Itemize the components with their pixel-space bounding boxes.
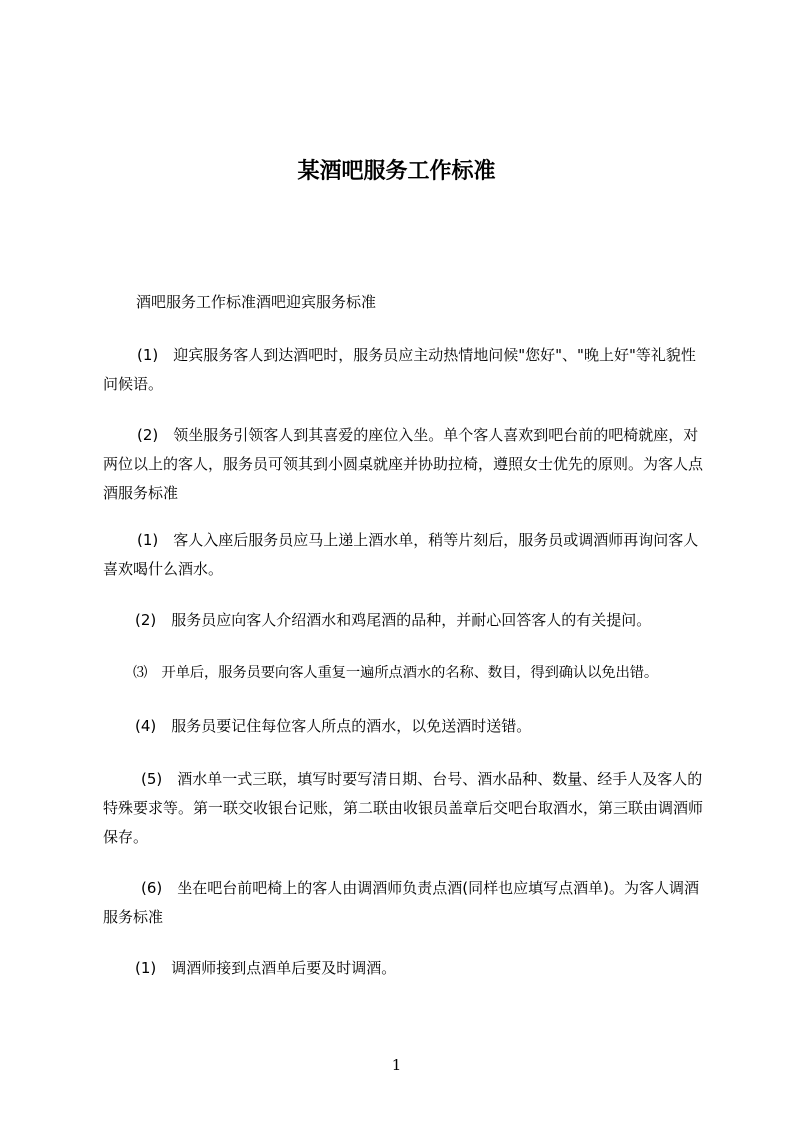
body-paragraph: (1) 调酒师接到点酒单后要及时调酒。 xyxy=(135,959,397,977)
body-paragraph: (6) 坐在吧台前吧椅上的客人由调酒师负责点酒(同样也应填写点酒单)。为客人调酒服务标准 xyxy=(103,879,699,926)
page-title: 某酒吧服务工作标准 xyxy=(297,158,496,184)
page-number: 1 xyxy=(391,1056,402,1074)
body-paragraph-intro: 酒吧服务工作标准酒吧迎宾服务标准 xyxy=(136,293,377,311)
body-paragraph: (5) 酒水单一式三联，填写时要写清日期、台号、酒水品种、数量、经手人及客人的特殊要求等。第一联交收银台记账，第二联由收银员盖章后交吧台取酒水，第三联由调酒师保存。 xyxy=(103,770,704,846)
body-paragraph: (1) 迎宾服务客人到达酒吧时，服务员应主动热情地问候"您好"、"晚上好"等礼貌性问候语。 xyxy=(103,346,696,393)
body-paragraph: (4) 服务员要记住每位客人所点的酒水，以免送酒时送错。 xyxy=(135,717,532,735)
body-paragraph: (1) 客人入座后服务员应马上递上酒水单，稍等片刻后，服务员或调酒师再询问客人喜欢喝什么酒水。 xyxy=(103,531,699,578)
body-paragraph: (2) 服务员应向客人介绍酒水和鸡尾酒的品种，并耐心回答客人的有关提问。 xyxy=(135,611,652,629)
body-paragraph: ⑶ 开单后，服务员要向客人重复一遍所点酒水的名称、数目，得到确认以免出错。 xyxy=(133,665,659,681)
body-paragraph: (2) 领坐服务引领客人到其喜爱的座位入坐。单个客人喜欢到吧台前的吧椅就座，对两位以上的客人，服务员可领其到小圆桌就座并协助拉椅，遵照女士优先的原则。为客人点酒服务标准 xyxy=(103,426,704,502)
